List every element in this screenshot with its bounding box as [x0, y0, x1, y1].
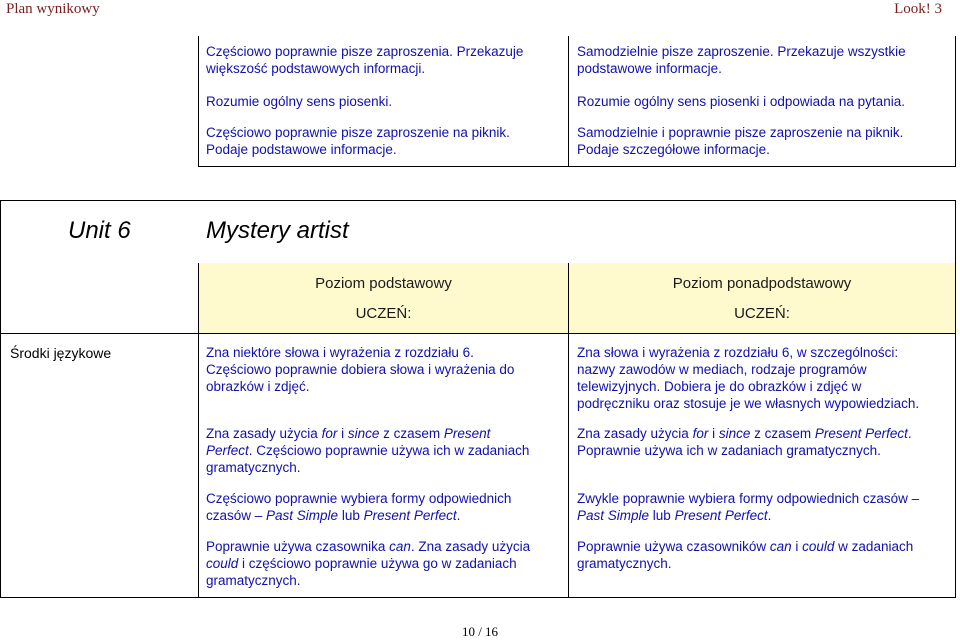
text-segment: nazwy zawodów w mediach, rodzaje programów [577, 362, 867, 377]
text-line: Rozumie ogólny sens piosenki i odpowiada na pytania. [577, 94, 905, 109]
italic-text: for [321, 426, 338, 441]
text-segment: z czasem [750, 426, 815, 441]
text-line [206, 460, 301, 475]
text-segment: . Częściowo poprawnie używa ich w zadaniach [248, 443, 530, 458]
italic-text: Present [443, 426, 491, 441]
text-line [206, 573, 301, 588]
top-table-border-left [198, 36, 199, 166]
text-line [577, 491, 919, 506]
text-line: podstawowe informacje. [577, 61, 722, 76]
top-right-item-2 [577, 93, 905, 110]
basic-item-can-could [206, 538, 566, 589]
italic-text: since [718, 426, 751, 441]
text-line [206, 345, 474, 360]
text-line [206, 508, 460, 523]
text-line [577, 443, 881, 458]
text-line [577, 362, 867, 377]
advanced-item-can-could [577, 538, 955, 572]
levels-header-bottom [0, 333, 956, 334]
italic-text: Past Simple [577, 508, 650, 523]
basic-item-tenses [206, 490, 566, 524]
text-segment: gramatycznych. [206, 573, 301, 588]
text-line: większość podstawowych informacji. [206, 61, 426, 76]
book-title: Look! 3 [894, 1, 942, 17]
top-left-item-2 [206, 93, 392, 110]
top-right-item-1 [577, 43, 906, 77]
italic-text: could [206, 556, 239, 571]
text-line [206, 539, 530, 554]
text-segment: i [708, 426, 719, 441]
text-line [577, 426, 912, 441]
top-right-item-3 [577, 124, 952, 158]
unit-table-border-top [0, 200, 956, 201]
unit-table-border-left [0, 200, 1, 597]
italic-text: Present Perfect [363, 508, 457, 523]
text-segment: Zna słowa i wyrażenia z rozdziału 6, w szczególności: [577, 345, 899, 360]
text-segment: . [456, 508, 461, 523]
text-segment: gramatycznych. [577, 556, 672, 571]
text-segment: Poprawnie używa czasownika [206, 539, 390, 554]
text-segment: Zna zasady użycia [206, 426, 322, 441]
advanced-student-label: UCZEŃ: [734, 305, 790, 322]
text-segment: lub [338, 508, 364, 523]
text-line [577, 556, 672, 571]
text-line [206, 379, 310, 394]
text-line [577, 539, 913, 554]
text-segment: telewizyjnych. Dobiera je do obrazków i zdjęć w [577, 379, 862, 394]
italic-text: Present Perfect [814, 426, 908, 441]
unit-number: Unit 6 [68, 217, 131, 244]
italic-text: Perfect [206, 443, 249, 458]
top-table-border-right [955, 36, 956, 166]
text-line: Rozumie ogólny sens piosenki. [206, 94, 393, 109]
text-segment: . [767, 508, 772, 523]
text-line [206, 443, 529, 458]
basic-item-for-since [206, 425, 566, 476]
text-line [577, 396, 919, 411]
row-label-language-means: Środki językowe [10, 345, 112, 361]
page-header [0, 0, 960, 20]
advanced-level-label: Poziom ponadpodstawowy [672, 275, 852, 292]
advanced-item-tenses [577, 490, 955, 524]
page-number: 10 / 16 [461, 624, 499, 639]
text-line [206, 362, 514, 377]
text-segment: Zna niektóre słowa i wyrażenia z rozdziału 6. [206, 345, 474, 360]
text-segment: . [907, 426, 912, 441]
text-line: Częściowo poprawnie pisze zaproszenie na piknik. [206, 125, 510, 140]
document-title: Plan wynikowy [6, 1, 100, 17]
italic-text: could [802, 539, 835, 554]
text-line [206, 556, 517, 571]
top-left-item-3 [206, 124, 566, 158]
unit-title: Mystery artist [206, 217, 349, 244]
basic-level-label: Poziom podstawowy [315, 275, 452, 292]
italic-text: Present Perfect [674, 508, 768, 523]
text-line: Podaje szczegółowe informacje. [577, 142, 770, 157]
text-segment: obrazków i zdjęć. [206, 379, 310, 394]
text-segment: lub [649, 508, 675, 523]
top-table-border-mid [568, 36, 569, 166]
text-segment: w zadaniach [834, 539, 914, 554]
italic-text: for [692, 426, 709, 441]
text-segment: . Zna zasady użycia [410, 539, 531, 554]
text-segment: czasów – [206, 508, 267, 523]
unit-table-border-bottom [0, 597, 956, 598]
text-line [577, 508, 771, 523]
text-segment: i [337, 426, 348, 441]
italic-text: can [389, 539, 411, 554]
text-segment: podręczniku oraz stosuje je we własnych wypowiedziach. [577, 396, 920, 411]
text-line [577, 345, 898, 360]
text-segment: i częściowo poprawnie używa go w zadaniach [238, 556, 517, 571]
italic-text: since [347, 426, 380, 441]
text-segment: Zna zasady użycia [577, 426, 693, 441]
text-line: Częściowo poprawnie pisze zaproszenia. Przekazuje [206, 44, 524, 59]
text-line: Samodzielnie pisze zaproszenie. Przekazuje wszystkie [577, 44, 906, 59]
text-segment: Poprawnie używa ich w zadaniach gramatycznych. [577, 443, 881, 458]
unit-table-border-right [955, 200, 956, 597]
text-line [577, 379, 861, 394]
basic-item-vocabulary [206, 344, 514, 395]
text-line: Samodzielnie i poprawnie pisze zaproszenie na piknik. [577, 125, 904, 140]
top-left-item-1 [206, 43, 523, 77]
text-line: Podaje podstawowe informacje. [206, 142, 397, 157]
basic-student-label: UCZEŃ: [355, 305, 412, 322]
text-line [206, 426, 490, 441]
text-segment: Częściowo poprawnie wybiera formy odpowiednich [206, 491, 512, 506]
top-table-border-bottom [198, 166, 956, 167]
italic-text: Past Simple [266, 508, 339, 523]
italic-text: can [769, 539, 792, 554]
advanced-item-for-since [577, 425, 955, 459]
advanced-item-vocabulary [577, 344, 955, 412]
text-segment: Poprawnie używa czasowników [577, 539, 770, 554]
text-segment: i [791, 539, 803, 554]
text-segment: Częściowo poprawnie dobiera słowa i wyrażenia do [206, 362, 515, 377]
levels-header-background [199, 263, 955, 333]
text-line [206, 491, 511, 506]
text-segment: z czasem [379, 426, 444, 441]
text-segment: Zwykle poprawnie wybiera formy odpowiednich czasów – [577, 491, 920, 506]
text-segment: gramatycznych. [206, 460, 301, 475]
